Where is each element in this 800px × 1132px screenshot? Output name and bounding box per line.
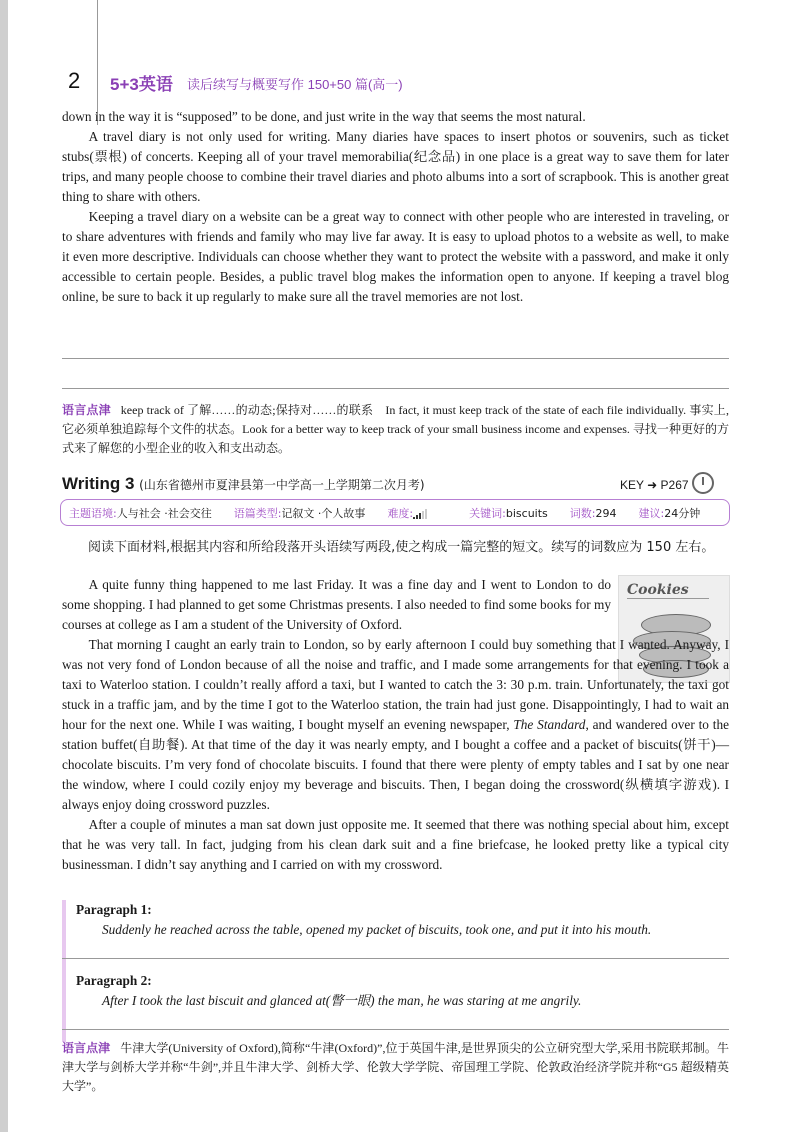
paragraph-1-label: Paragraph 1: bbox=[76, 902, 152, 917]
note-text: keep track of 了解……的动态;保持对……的联系 In fact, it must keep track of the state of each file individually. 事实上,它必须单独追踪每个文件的状态。Look for a better way to keep track of your small business income and expenses. 寻找一种更好的方式来了解您的小型企业的收入和支出动态。 bbox=[62, 403, 729, 455]
type-label: 语篇类型: bbox=[233, 506, 282, 520]
prompt-text: 阅读下面材料,根据其内容和所给段落开头语续写两段,使之构成一篇完整的短文。续写的词数应为 150 左右。 bbox=[88, 540, 715, 555]
divider bbox=[62, 358, 729, 359]
page-edge bbox=[0, 0, 8, 1132]
theme-value: 人与社会 ·社会交往 bbox=[116, 506, 212, 520]
info-box bbox=[60, 499, 730, 526]
paragraph: down in the way it is “supposed” to be done, and just write in the way that seems the most natural. bbox=[62, 109, 586, 124]
paragraph-1-opening: Suddenly he reached across the table, opened my packet of biscuits, took one, and put it into his mouth. bbox=[102, 922, 652, 937]
paragraph: A travel diary is not only used for writing. Many diaries have spaces to insert photos or souvenirs, such as ticket stubs(票根) of concerts. Keeping all of your travel memorabilia(纪念品) in one place is a great way to save them for later trips, and many people choose to combine their travel diaries and photo albums into a sort of scrapbook. This is another great thing to share with others. bbox=[62, 129, 729, 204]
paragraph-2-opening: After I took the last biscuit and glanced at(瞥一眼) the man, he was staring at me angrily. bbox=[102, 993, 582, 1008]
clock-icon bbox=[692, 472, 714, 494]
note-tag: 语言点津 bbox=[62, 1041, 111, 1055]
time-value: 24分钟 bbox=[664, 506, 701, 520]
continuation-box bbox=[62, 900, 729, 1042]
difficulty-bars-icon bbox=[413, 509, 427, 519]
story bbox=[62, 575, 729, 875]
writing-title: Writing 3 bbox=[62, 474, 135, 493]
writing-line bbox=[62, 1029, 729, 1030]
writing-line bbox=[62, 958, 729, 959]
language-note bbox=[62, 1039, 729, 1096]
story-paragraph: That morning I caught an early train to London, so by early afternoon I could buy something that I wanted. Anyway, I was not very fond of London because of all the noise and traffic, and I made some arrangements for that evening. I took a taxi to Waterloo station. I couldn’t really afford a taxi, but I wanted to catch the 3: 30 p.m. train. Unfortunately, the taxi got stuck in a traffic jam, and by the time I got to the Waterloo station, the train had just gone. Disappointingly, I had to wait an hour for the next one. While I was waiting, I bought myself an evening newspaper, The Standard, and wandered over to the station buffet(自助餐). At that time of the day it was nearly empty, and I bought a coffee and a packet of biscuits(饼干)—chocolate biscuits. I’m very fond of chocolate biscuits. I found that there were plenty of empty tables and I sat by one near the window, where I could cozily enjoy my beverage and biscuits. Then, I began doing the crossword(纵横填字游戏). I always enjoy doing crossword puzzles. bbox=[62, 637, 729, 812]
story-paragraph: A quite funny thing happened to me last Friday. It was a fine day and I went to London to do some shopping. I had planned to get some Christmas presents. I also needed to find some books for my courses at college as I am a student of the University of Oxford. bbox=[62, 577, 611, 632]
type-value: 记叙文 ·个人故事 bbox=[281, 506, 366, 520]
time-label: 建议: bbox=[638, 506, 665, 520]
section-title bbox=[62, 474, 425, 494]
answer-key-link[interactable]: KEY ➜ P267 bbox=[620, 478, 689, 492]
keyword-label: 关键词: bbox=[469, 506, 506, 520]
difficulty-bar bbox=[413, 517, 415, 519]
keyword-value: biscuits bbox=[505, 506, 548, 520]
difficulty-bar bbox=[425, 509, 427, 519]
paragraph: Keeping a travel diary on a website can be a great way to connect with other people who are interested in traveling, or to share adventures with friends and family who may live far away. It is easy to upload photos to a website as well, to make it even more descriptive. Individuals can choose whether they want to protect the website with a password, and make it only accessible to certain people. Besides, a public travel blog makes the information open to anyone. If keeping a travel blog online, be sure to back it up regularly to make sure all the travel memories are not lost. bbox=[62, 209, 729, 304]
language-note bbox=[62, 401, 729, 458]
paragraph-2-label: Paragraph 2: bbox=[76, 973, 152, 988]
difficulty-bar bbox=[416, 515, 418, 519]
difficulty-bar bbox=[422, 511, 424, 519]
theme-label: 主题语境: bbox=[69, 506, 117, 520]
difficulty-label: 难度: bbox=[387, 506, 414, 520]
note-text: 牛津大学(University of Oxford),简称“牛津(Oxford)”,位于英国牛津,是世界顶尖的公立研究型大学,采用书院联邦制。牛津大学与剑桥大学并称“牛剑”,并且牛津大学、剑桥大学、伦敦大学学院、帝国理工学院、伦敦政治经济学院并称“G5 超级精英大学”。 bbox=[62, 1041, 729, 1093]
word-count-label: 词数: bbox=[569, 506, 596, 520]
word-count-value: 294 bbox=[595, 506, 617, 520]
prompt bbox=[62, 538, 729, 558]
writing-source: (山东省德州市夏津县第一中学高一上学期第二次月考) bbox=[139, 478, 425, 492]
image-label: Cookies bbox=[627, 582, 709, 599]
note-tag: 语言点津 bbox=[62, 403, 111, 417]
divider bbox=[62, 388, 729, 389]
story-paragraph: After a couple of minutes a man sat down just opposite me. It seemed that there was nothing special about him, except that he was very tall. In fact, judging from his clean dark suit and a fine briefcase, he looked pretty like a typical city businessman. I didn’t say anything and I carried on with my crossword. bbox=[62, 817, 729, 872]
page-number: 2 bbox=[68, 68, 81, 93]
book-title: 读后续写与概要写作 150+50 篇(高一) bbox=[187, 77, 403, 92]
brand-logo: 5+3英语 bbox=[110, 75, 173, 94]
top-text bbox=[62, 107, 729, 307]
difficulty-bar bbox=[419, 513, 421, 519]
